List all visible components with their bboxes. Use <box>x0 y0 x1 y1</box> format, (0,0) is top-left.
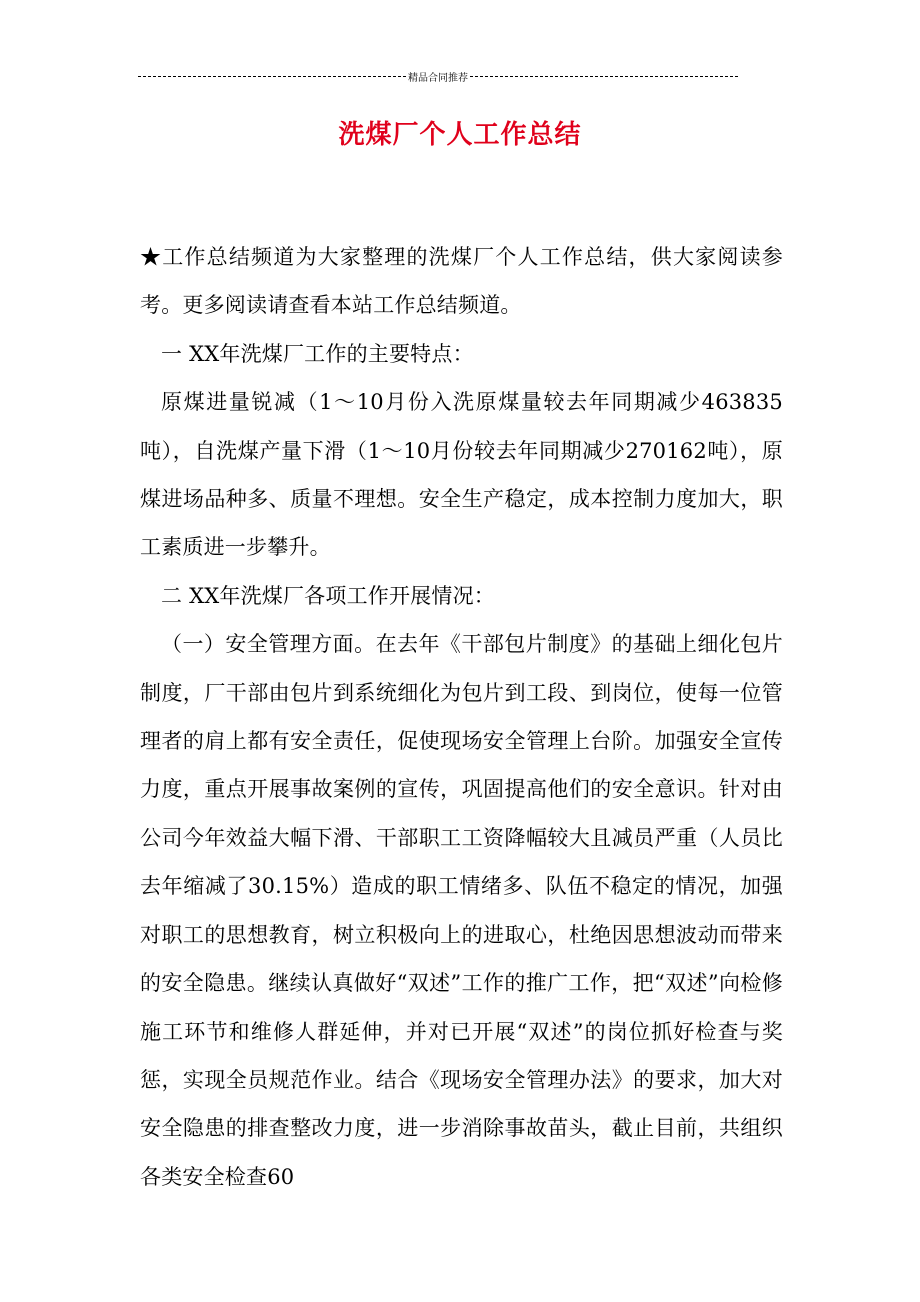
paragraph-section-one-heading: 一 XX年洗煤厂工作的主要特点： <box>161 341 474 366</box>
paragraph-section-one-body: 原煤进量锐减（1～10月份入洗原煤量较去年同期减少463835吨），自洗煤产量下滑（1～10月份较去年同期减少270162吨），原煤进场品种多、质量不理想。安全生产稳定，成本控制力度加大，职工素质进一步攀升。 <box>140 390 783 560</box>
document-body <box>140 233 783 1201</box>
page-header <box>138 66 738 86</box>
paragraph-safety-management: （一）安全管理方面。在去年《干部包片制度》的基础上细化包片制度，厂干部由包片到系统细化为包片到工段、到岗位，使每一位管理者的肩上都有安全责任，促使现场安全管理上台阶。加强安全宣传力度，重点开展事故案例的宣传，巩固提高他们的安全意识。针对由公司今年效益大幅下滑、干部职工工资降幅较大且减员严重（人员比去年缩减了30.15%）造成的职工情绪多、队伍不稳定的情况，加强对职工的思想教育，树立积极向上的进取心，杜绝因思想波动而带来的安全隐患。继续认真做好“双述”工作的推广工作，把“双述”向检修施工环节和维修人群延伸，并对已开展“双述”的岗位抓好检查与奖惩，实现全员规范作业。结合《现场安全管理办法》的要求，加大对安全隐患的排查整改力度，进一步消除事故苗头，截止目前，共组织各类安全检查60 <box>140 632 783 1189</box>
header-dash-right <box>470 76 738 77</box>
paragraph-intro: ★工作总结频道为大家整理的洗煤厂个人工作总结，供大家阅读参考。更多阅读请查看本站工作总结频道。 <box>140 245 783 318</box>
header-label: 精品合同推荐 <box>408 72 468 84</box>
paragraph-section-two-heading: 二 XX年洗煤厂各项工作开展情况： <box>161 583 495 608</box>
header-dash-left <box>138 76 406 77</box>
document-title: 洗煤厂个人工作总结 <box>338 120 582 150</box>
